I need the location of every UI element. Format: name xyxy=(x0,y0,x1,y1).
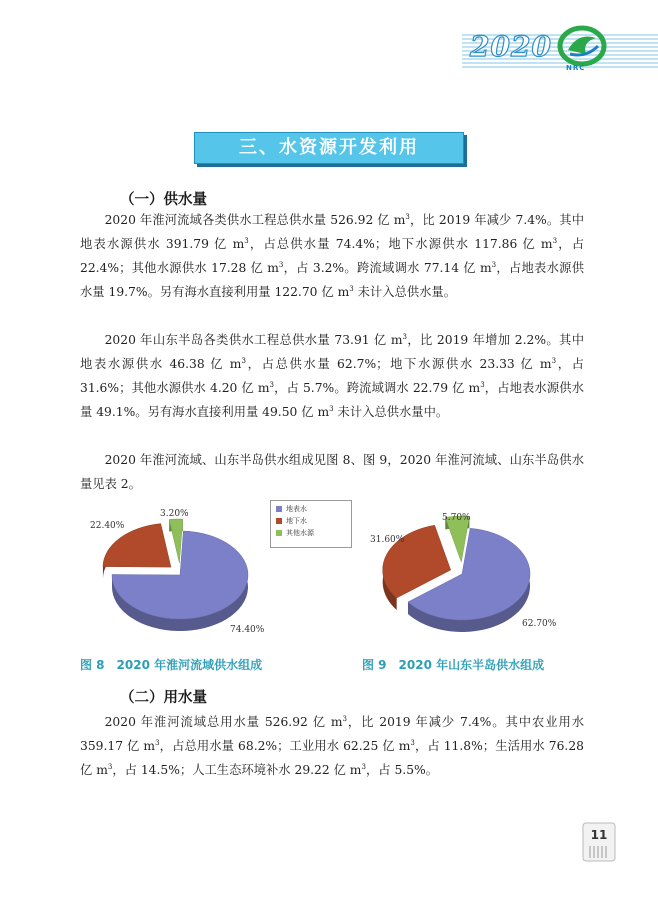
legend-item-surface xyxy=(276,505,351,513)
supply-paragraph-3: 2020 年淮河流域、山东半岛供水组成见图 8、图 9，2020 年淮河流域、山东半岛供水量见表 2。 xyxy=(80,453,584,491)
supply-paragraph-1: 2020 年淮河流域各类供水工程总供水量 526.92 亿 $m^3$，比 2019 年减少 7.4%。其中地表水源供水 391.79 亿 $m^3$，占总供水量 74.4%；地下水源供水 117.86 亿 $m^3$，占 22.4%；其他水源供水 17.28 亿 $m^3$，占 3.2%。跨流域调水 77.14 亿 $m^3$，占地表水源供水量 19.7%。另有海水直接利用量 122.70 亿 $m^3$ 未计入总供水量。 xyxy=(80,212,584,299)
section-title: 三、水资源开发利用 xyxy=(194,132,464,164)
pie-data-label: 3.20% xyxy=(160,509,189,519)
header-year: 2020 xyxy=(470,30,552,63)
pie-chart-shandong xyxy=(360,502,560,642)
logo-text: NRC xyxy=(566,64,586,72)
pie-data-label: 31.60% xyxy=(370,535,405,545)
legend-label: 地下水 xyxy=(286,517,307,525)
legend-item-ground xyxy=(276,517,351,525)
pie-chart-huaihe xyxy=(80,500,270,640)
figure-8-caption: 图 8 2020 年淮河流域供水组成 xyxy=(80,658,263,672)
pie-data-label: 5.70% xyxy=(442,513,471,523)
usage-heading: （二）用水量 xyxy=(120,690,207,706)
pie-data-label: 74.40% xyxy=(230,625,265,635)
page-number: 11 xyxy=(590,828,608,842)
chart-legend xyxy=(270,500,352,548)
pie-data-label: 22.40% xyxy=(90,521,125,531)
supply-paragraph-2: 2020 年山东半岛各类供水工程总供水量 73.91 亿 $m^3$，比 2019 年增加 2.2%。其中地表水源供水 46.38 亿 $m^3$，占总供水量 62.7%；地下水源供水 23.33 亿 $m^3$，占 31.6%；其他水源供水 4.20 亿 $m^3$，占 5.7%。跨流域调水 22.79 亿 $m^3$，占地表水源供水量 49.1%。另有海水直接利用量 49.50 亿 $m^3$ 未计入总供水量中。 xyxy=(80,332,584,419)
pie-data-label: 62.70% xyxy=(522,619,557,629)
legend-swatch xyxy=(276,530,282,536)
pie-slice-3 xyxy=(169,519,183,563)
legend-swatch xyxy=(276,506,282,512)
legend-label: 其他水源 xyxy=(286,529,314,537)
legend-swatch xyxy=(276,518,282,524)
figure-9-caption: 图 9 2020 年山东半岛供水组成 xyxy=(362,658,545,672)
supply-heading: （一）供水量 xyxy=(120,192,207,208)
legend-item-other xyxy=(276,529,351,537)
usage-paragraph-1: 2020 年淮河流域总用水量 526.92 亿 $m^3$，比 2019 年减少 7.4%。其中农业用水 359.17 亿 $m^3$，占总用水量 68.2%；工业用水 62.25 亿 $m^3$，占 11.8%；生活用水 76.28 亿 $m^3$，占 14.5%；人工生态环境补水 29.22 亿 $m^3$，占 5.5%。 xyxy=(80,714,585,777)
legend-label: 地表水 xyxy=(286,505,307,513)
